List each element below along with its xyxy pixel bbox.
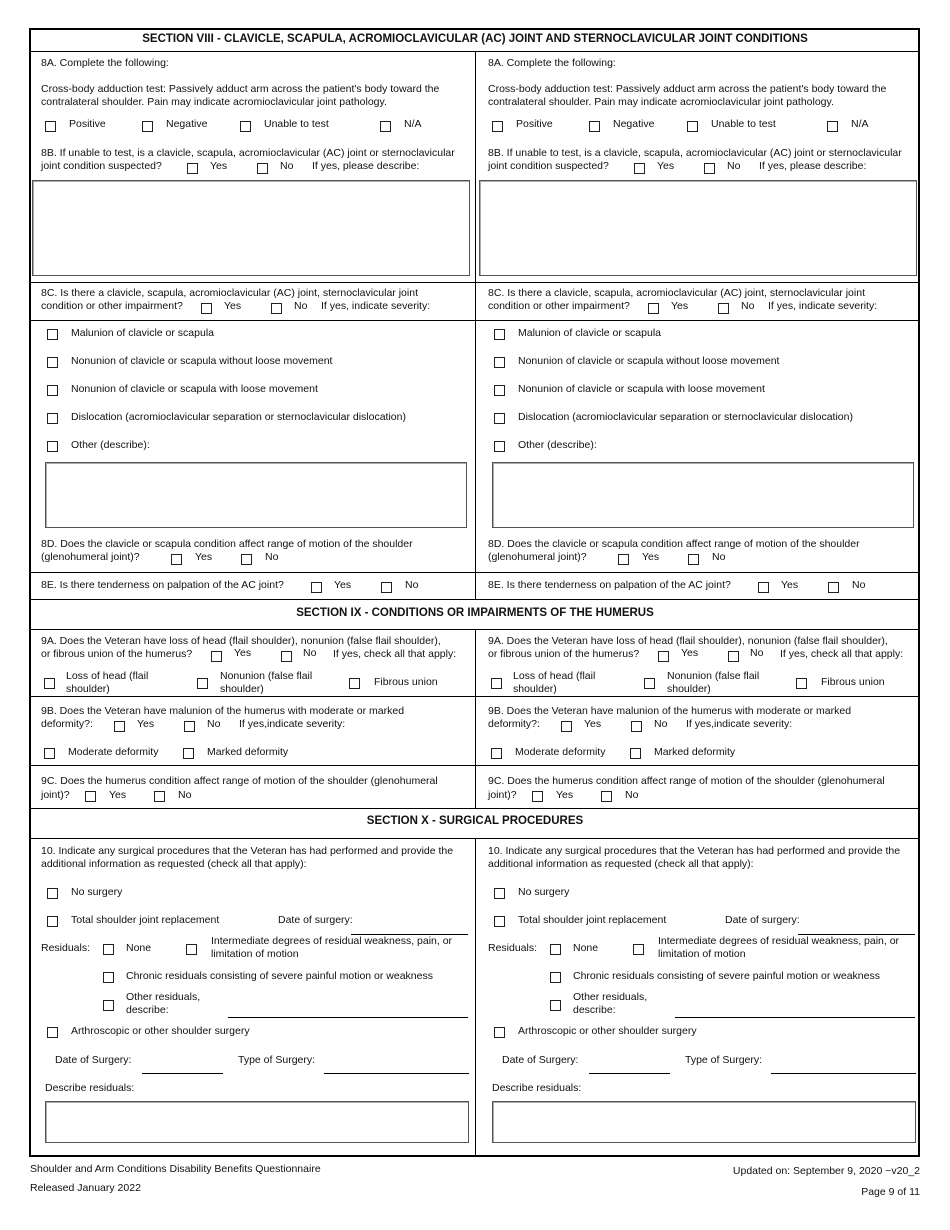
right-8c-nonunion-without-loose-label: Nonunion of clavicle or scapula without loose movement <box>518 355 780 367</box>
right-10-total-replacement-label: Total shoulder joint replacement <box>518 914 667 926</box>
right-9a-no-checkbox[interactable] <box>728 651 739 662</box>
right-10-arthro-date-label: Date of Surgery: <box>502 1054 579 1066</box>
right-10-none-label: None <box>573 942 599 954</box>
left-8c-other-checkbox[interactable] <box>47 441 58 452</box>
right-10-intermediate-checkbox[interactable] <box>633 944 644 955</box>
section-9-header: SECTION IX - CONDITIONS OR IMPAIRMENTS OF THE HUMERUS <box>296 607 654 619</box>
right-9b-moderate-label: Moderate deformity <box>515 746 606 758</box>
left-10-type-of-surgery-field[interactable] <box>324 1073 469 1074</box>
column-divider <box>475 52 476 600</box>
right-9a-line2: or fibrous union of the humerus? <box>488 648 640 660</box>
left-9b-tail: If yes,indicate severity: <box>239 718 346 730</box>
right-8a-unable-to-test-label: Unable to test <box>711 118 776 130</box>
left-10-other-residuals-label2: describe: <box>126 1004 169 1016</box>
left-8c-dislocation-label: Dislocation (acromioclavicular separation or sternoclavicular dislocation) <box>71 411 406 423</box>
left-8c-dislocation-checkbox[interactable] <box>47 413 58 424</box>
right-9a-fibrous-checkbox[interactable] <box>796 678 807 689</box>
footer-form-name: Shoulder and Arm Conditions Disability Benefits Questionnaire <box>30 1163 321 1175</box>
right-10-none-checkbox[interactable] <box>550 944 561 955</box>
left-8a-positive-label: Positive <box>69 118 106 130</box>
right-8c-dislocation-label: Dislocation (acromioclavicular separation or sternoclavicular dislocation) <box>518 411 853 423</box>
left-9a-yes-checkbox[interactable] <box>211 651 222 662</box>
left-8b-line2: joint condition suspected? <box>41 160 162 172</box>
right-9b-marked-label: Marked deformity <box>654 746 736 758</box>
left-9a-no-label: No <box>303 647 317 659</box>
left-8d-line1: 8D. Does the clavicle or scapula condition affect range of motion of the shoulder <box>41 538 413 550</box>
right-8d-line2: (glenohumeral joint)? <box>488 551 587 563</box>
left-10-total-replacement-label: Total shoulder joint replacement <box>71 914 220 926</box>
right-10-describe-residuals-box[interactable] <box>492 1101 916 1143</box>
left-8c-no-checkbox[interactable] <box>271 303 282 314</box>
right-9c-no-checkbox[interactable] <box>601 791 612 802</box>
right-10-other-residuals-label1: Other residuals, <box>573 991 648 1003</box>
left-8c-no-label: No <box>294 300 308 312</box>
left-9b-moderate-checkbox[interactable] <box>44 748 55 759</box>
left-8e-text: 8E. Is there tenderness on palpation of the AC joint? <box>41 579 284 591</box>
left-8d-line2: (glenohumeral joint)? <box>41 551 140 563</box>
left-10-none-checkbox[interactable] <box>103 944 114 955</box>
right-8e-text: 8E. Is there tenderness on palpation of the AC joint? <box>488 579 731 591</box>
column-divider <box>475 839 476 1157</box>
left-8a-negative-checkbox[interactable] <box>142 121 153 132</box>
left-10-arthro-date-label: Date of Surgery: <box>55 1054 132 1066</box>
left-8c-line2: condition or other impairment? <box>41 300 183 312</box>
left-10-no-surgery-checkbox[interactable] <box>47 888 58 899</box>
left-10-describe-residuals-box[interactable] <box>45 1101 469 1143</box>
right-9c-yes-checkbox[interactable] <box>532 791 543 802</box>
right-9b-line2: deformity?: <box>488 718 540 730</box>
right-9a-fibrous-label: Fibrous union <box>821 676 885 688</box>
right-8e-no-checkbox[interactable] <box>828 582 839 593</box>
left-9a-loss-of-head-checkbox[interactable] <box>44 678 55 689</box>
right-9c-line1: 9C. Does the humerus condition affect range of motion of the shoulder (glenohumeral <box>488 775 885 787</box>
left-10-intermediate-label1: Intermediate degrees of residual weakness, pain, or <box>211 935 453 947</box>
right-8c-other-box[interactable] <box>492 462 914 528</box>
left-8e-no-label: No <box>405 579 419 591</box>
left-10-other-residuals-field[interactable] <box>228 1017 468 1018</box>
right-8c-no-checkbox[interactable] <box>718 303 729 314</box>
left-8d-no-checkbox[interactable] <box>241 554 252 565</box>
right-9b-no-checkbox[interactable] <box>631 721 642 732</box>
right-9a-nonunion-checkbox[interactable] <box>644 678 655 689</box>
left-8c-other-box[interactable] <box>45 462 467 528</box>
left-8c-malunion-label: Malunion of clavicle or scapula <box>71 327 214 339</box>
footer-page: Page 9 of 11 <box>861 1186 920 1198</box>
right-10-other-residuals-label2: describe: <box>573 1004 616 1016</box>
left-8c-line1: 8C. Is there a clavicle, scapula, acromioclavicular (AC) joint, sternoclavicular joint <box>41 287 418 299</box>
left-8a-line1: Cross-body adduction test: Passively adduct arm across the patient's body toward the <box>41 83 440 95</box>
left-9b-line2: deformity?: <box>41 718 93 730</box>
left-9a-loss-of-head-label1: Loss of head (flail <box>66 670 149 682</box>
right-10-type-of-surgery-label: Type of Surgery: <box>685 1054 763 1066</box>
right-9a-no-label: No <box>750 647 764 659</box>
left-9b-no-label: No <box>207 718 221 730</box>
right-9a-loss-of-head-label2: shoulder) <box>513 683 557 695</box>
left-8c-yes-checkbox[interactable] <box>201 303 212 314</box>
right-8e-yes-label: Yes <box>781 579 799 591</box>
right-10-arthroscopic-label: Arthroscopic or other shoulder surgery <box>518 1025 697 1037</box>
right-8c-other-label: Other (describe): <box>518 439 597 451</box>
right-8a-line1: Cross-body adduction test: Passively adduct arm across the patient's body toward the <box>488 83 887 95</box>
right-8b-describe-box[interactable] <box>479 180 917 276</box>
left-9a-yes-label: Yes <box>234 647 252 659</box>
right-9c-yes-label: Yes <box>556 789 574 801</box>
left-9a-fibrous-checkbox[interactable] <box>349 678 360 689</box>
left-10-other-residuals-checkbox[interactable] <box>103 1000 114 1011</box>
right-9c-no-label: No <box>625 789 639 801</box>
left-10-intermediate-label2: limitation of motion <box>211 948 299 960</box>
left-8a-line2: contralateral shoulder. Pain may indicate acromioclavicular joint pathology. <box>41 96 387 108</box>
left-8c-nonunion-without-loose-checkbox[interactable] <box>47 357 58 368</box>
left-8a-unable-to-test-checkbox[interactable] <box>240 121 251 132</box>
left-8d-yes-checkbox[interactable] <box>171 554 182 565</box>
right-10-other-residuals-field[interactable] <box>675 1017 915 1018</box>
footer-updated: Updated on: September 9, 2020 ~v20_2 <box>732 1165 920 1177</box>
right-8c-yes-checkbox[interactable] <box>648 303 659 314</box>
left-8b-tail: If yes, please describe: <box>312 160 420 172</box>
left-9a-no-checkbox[interactable] <box>281 651 292 662</box>
left-10-date-of-surgery-label: Date of surgery: <box>278 914 353 926</box>
left-8b-yes-checkbox[interactable] <box>187 163 198 174</box>
right-8a-na-checkbox[interactable] <box>827 121 838 132</box>
left-9a-nonunion-label1: Nonunion (false flail <box>220 670 313 682</box>
right-8b-line1: 8B. If unable to test, is a clavicle, scapula, acromioclavicular (AC) joint or sternoclavicular <box>488 147 902 159</box>
left-8b-no-checkbox[interactable] <box>257 163 268 174</box>
right-8a-negative-label: Negative <box>613 118 655 130</box>
left-9b-no-checkbox[interactable] <box>184 721 195 732</box>
left-8d-yes-label: Yes <box>195 551 213 563</box>
left-9b-marked-checkbox[interactable] <box>183 748 194 759</box>
right-8a-line2: contralateral shoulder. Pain may indicate acromioclavicular joint pathology. <box>488 96 834 108</box>
left-9a-tail: If yes, check all that apply: <box>333 648 457 660</box>
right-8a-unable-to-test-checkbox[interactable] <box>687 121 698 132</box>
left-10-arthroscopic-checkbox[interactable] <box>47 1027 58 1038</box>
right-9b-moderate-checkbox[interactable] <box>491 748 502 759</box>
footer-released: Released January 2022 <box>30 1182 141 1194</box>
right-8a-na-label: N/A <box>851 118 869 130</box>
left-10-chronic-label: Chronic residuals consisting of severe painful motion or weakness <box>126 970 433 982</box>
left-8b-yes-label: Yes <box>210 160 228 172</box>
right-8d-yes-label: Yes <box>642 551 660 563</box>
right-8c-malunion-label: Malunion of clavicle or scapula <box>518 327 661 339</box>
right-9b-tail: If yes,indicate severity: <box>686 718 793 730</box>
left-9a-fibrous-label: Fibrous union <box>374 676 438 688</box>
right-8c-nonunion-without-loose-checkbox[interactable] <box>494 357 505 368</box>
right-10-type-of-surgery-field[interactable] <box>771 1073 916 1074</box>
left-8a-na-label: N/A <box>404 118 422 130</box>
left-10-no-surgery-label: No surgery <box>71 886 123 898</box>
right-9a-loss-of-head-checkbox[interactable] <box>491 678 502 689</box>
right-8b-yes-checkbox[interactable] <box>634 163 645 174</box>
right-8b-no-label: No <box>727 160 741 172</box>
right-8e-yes-checkbox[interactable] <box>758 582 769 593</box>
right-10-describe-residuals-label: Describe residuals: <box>492 1082 582 1094</box>
right-8c-line2: condition or other impairment? <box>488 300 630 312</box>
left-8a-negative-label: Negative <box>166 118 208 130</box>
left-9c-line2: joint)? <box>41 789 70 801</box>
left-8a-na-checkbox[interactable] <box>380 121 391 132</box>
right-10-other-residuals-checkbox[interactable] <box>550 1000 561 1011</box>
section-8-header: SECTION VIII - CLAVICLE, SCAPULA, ACROMIOCLAVICULAR (AC) JOINT AND STERNOCLAVICULAR JOINT CONDITIONS <box>142 33 808 45</box>
left-8a-title: 8A. Complete the following: <box>41 57 169 69</box>
right-10-date-of-surgery-label: Date of surgery: <box>725 914 800 926</box>
left-8e-no-checkbox[interactable] <box>381 582 392 593</box>
right-8a-negative-checkbox[interactable] <box>589 121 600 132</box>
right-9c-line2: joint)? <box>488 789 517 801</box>
right-9b-yes-label: Yes <box>584 718 602 730</box>
right-8c-tail: If yes, indicate severity: <box>768 300 878 312</box>
right-8a-positive-checkbox[interactable] <box>492 121 503 132</box>
left-9a-loss-of-head-label2: shoulder) <box>66 683 110 695</box>
left-10-describe-residuals-label: Describe residuals: <box>45 1082 135 1094</box>
left-9c-no-label: No <box>178 789 192 801</box>
right-9a-loss-of-head-label1: Loss of head (flail <box>513 670 596 682</box>
left-8c-yes-label: Yes <box>224 300 242 312</box>
right-8c-malunion-checkbox[interactable] <box>494 329 505 340</box>
right-8b-tail: If yes, please describe: <box>759 160 867 172</box>
left-8a-positive-checkbox[interactable] <box>45 121 56 132</box>
left-9b-yes-checkbox[interactable] <box>114 721 125 732</box>
right-9b-marked-checkbox[interactable] <box>630 748 641 759</box>
right-8c-nonunion-with-loose-label: Nonunion of clavicle or scapula with loose movement <box>518 383 765 395</box>
right-10-arthro-date-field[interactable] <box>589 1073 670 1074</box>
left-10-type-of-surgery-label: Type of Surgery: <box>238 1054 316 1066</box>
form-frame <box>29 28 920 1157</box>
right-9b-line1: 9B. Does the Veteran have malunion of the humerus with moderate or marked <box>488 705 852 717</box>
left-9c-yes-label: Yes <box>109 789 127 801</box>
right-10-chronic-label: Chronic residuals consisting of severe painful motion or weakness <box>573 970 880 982</box>
right-9b-no-label: No <box>654 718 668 730</box>
right-10-residuals-label: Residuals: <box>488 942 538 954</box>
right-10-chronic-checkbox[interactable] <box>550 972 561 983</box>
left-8c-tail: If yes, indicate severity: <box>321 300 431 312</box>
left-10-other-residuals-label1: Other residuals, <box>126 991 201 1003</box>
right-8c-dislocation-checkbox[interactable] <box>494 413 505 424</box>
left-9b-moderate-label: Moderate deformity <box>68 746 159 758</box>
right-9a-tail: If yes, check all that apply: <box>780 648 904 660</box>
right-9a-yes-label: Yes <box>681 647 699 659</box>
right-8b-no-checkbox[interactable] <box>704 163 715 174</box>
right-9b-yes-checkbox[interactable] <box>561 721 572 732</box>
left-8b-line1: 8B. If unable to test, is a clavicle, scapula, acromioclavicular (AC) joint or sternoclavicular <box>41 147 455 159</box>
right-10-line2: additional information as requested (check all that apply): <box>488 858 754 870</box>
left-10-residuals-label: Residuals: <box>41 942 91 954</box>
right-8d-no-checkbox[interactable] <box>688 554 699 565</box>
left-10-line2: additional information as requested (check all that apply): <box>41 858 307 870</box>
left-9a-line2: or fibrous union of the humerus? <box>41 648 193 660</box>
right-10-intermediate-label1: Intermediate degrees of residual weakness, pain, or <box>658 935 900 947</box>
left-10-total-replacement-checkbox[interactable] <box>47 916 58 927</box>
right-8d-no-label: No <box>712 551 726 563</box>
left-8c-nonunion-with-loose-checkbox[interactable] <box>47 385 58 396</box>
left-9a-nonunion-label2: shoulder) <box>220 683 264 695</box>
left-10-intermediate-checkbox[interactable] <box>186 944 197 955</box>
left-8e-yes-label: Yes <box>334 579 352 591</box>
left-8c-malunion-checkbox[interactable] <box>47 329 58 340</box>
right-8b-yes-label: Yes <box>657 160 675 172</box>
column-divider <box>475 630 476 809</box>
left-8a-unable-to-test-label: Unable to test <box>264 118 329 130</box>
left-8b-describe-box[interactable] <box>32 180 470 276</box>
right-8c-nonunion-with-loose-checkbox[interactable] <box>494 385 505 396</box>
right-8d-yes-checkbox[interactable] <box>618 554 629 565</box>
right-8a-positive-label: Positive <box>516 118 553 130</box>
left-9b-yes-label: Yes <box>137 718 155 730</box>
right-8c-other-checkbox[interactable] <box>494 441 505 452</box>
left-9c-yes-checkbox[interactable] <box>85 791 96 802</box>
section-10-header: SECTION X - SURGICAL PROCEDURES <box>366 815 584 827</box>
left-10-chronic-checkbox[interactable] <box>103 972 114 983</box>
left-9c-line1: 9C. Does the humerus condition affect range of motion of the shoulder (glenohumeral <box>41 775 438 787</box>
right-8b-line2: joint condition suspected? <box>488 160 609 172</box>
left-9c-no-checkbox[interactable] <box>154 791 165 802</box>
left-8c-other-label: Other (describe): <box>71 439 150 451</box>
right-8c-yes-label: Yes <box>671 300 689 312</box>
right-10-total-replacement-checkbox[interactable] <box>494 916 505 927</box>
right-10-no-surgery-checkbox[interactable] <box>494 888 505 899</box>
left-9b-marked-label: Marked deformity <box>207 746 289 758</box>
left-8c-nonunion-with-loose-label: Nonunion of clavicle or scapula with loose movement <box>71 383 318 395</box>
left-9b-line1: 9B. Does the Veteran have malunion of the humerus with moderate or marked <box>41 705 405 717</box>
right-8c-no-label: No <box>741 300 755 312</box>
left-8c-nonunion-without-loose-label: Nonunion of clavicle or scapula without loose movement <box>71 355 333 367</box>
left-10-none-label: None <box>126 942 152 954</box>
right-8e-no-label: No <box>852 579 866 591</box>
right-10-no-surgery-label: No surgery <box>518 886 570 898</box>
right-10-line1: 10. Indicate any surgical procedures that the Veteran has had performed and provide the <box>488 845 901 857</box>
right-8d-line1: 8D. Does the clavicle or scapula condition affect range of motion of the shoulder <box>488 538 860 550</box>
left-10-arthro-date-field[interactable] <box>142 1073 223 1074</box>
right-9a-nonunion-label1: Nonunion (false flail <box>667 670 760 682</box>
left-8e-yes-checkbox[interactable] <box>311 582 322 593</box>
left-8b-no-label: No <box>280 160 294 172</box>
right-10-intermediate-label2: limitation of motion <box>658 948 746 960</box>
right-8c-line1: 8C. Is there a clavicle, scapula, acromioclavicular (AC) joint, sternoclavicular joint <box>488 287 865 299</box>
left-9a-line1: 9A. Does the Veteran have loss of head (flail shoulder), nonunion (false flail shoulder), <box>41 635 441 647</box>
right-10-arthroscopic-checkbox[interactable] <box>494 1027 505 1038</box>
right-9a-yes-checkbox[interactable] <box>658 651 669 662</box>
left-9a-nonunion-checkbox[interactable] <box>197 678 208 689</box>
right-9a-nonunion-label2: shoulder) <box>667 683 711 695</box>
left-10-line1: 10. Indicate any surgical procedures that the Veteran has had performed and provide the <box>41 845 454 857</box>
right-9a-line1: 9A. Does the Veteran have loss of head (flail shoulder), nonunion (false flail shoulder), <box>488 635 888 647</box>
left-10-arthroscopic-label: Arthroscopic or other shoulder surgery <box>71 1025 250 1037</box>
left-8d-no-label: No <box>265 551 279 563</box>
right-8a-title: 8A. Complete the following: <box>488 57 616 69</box>
